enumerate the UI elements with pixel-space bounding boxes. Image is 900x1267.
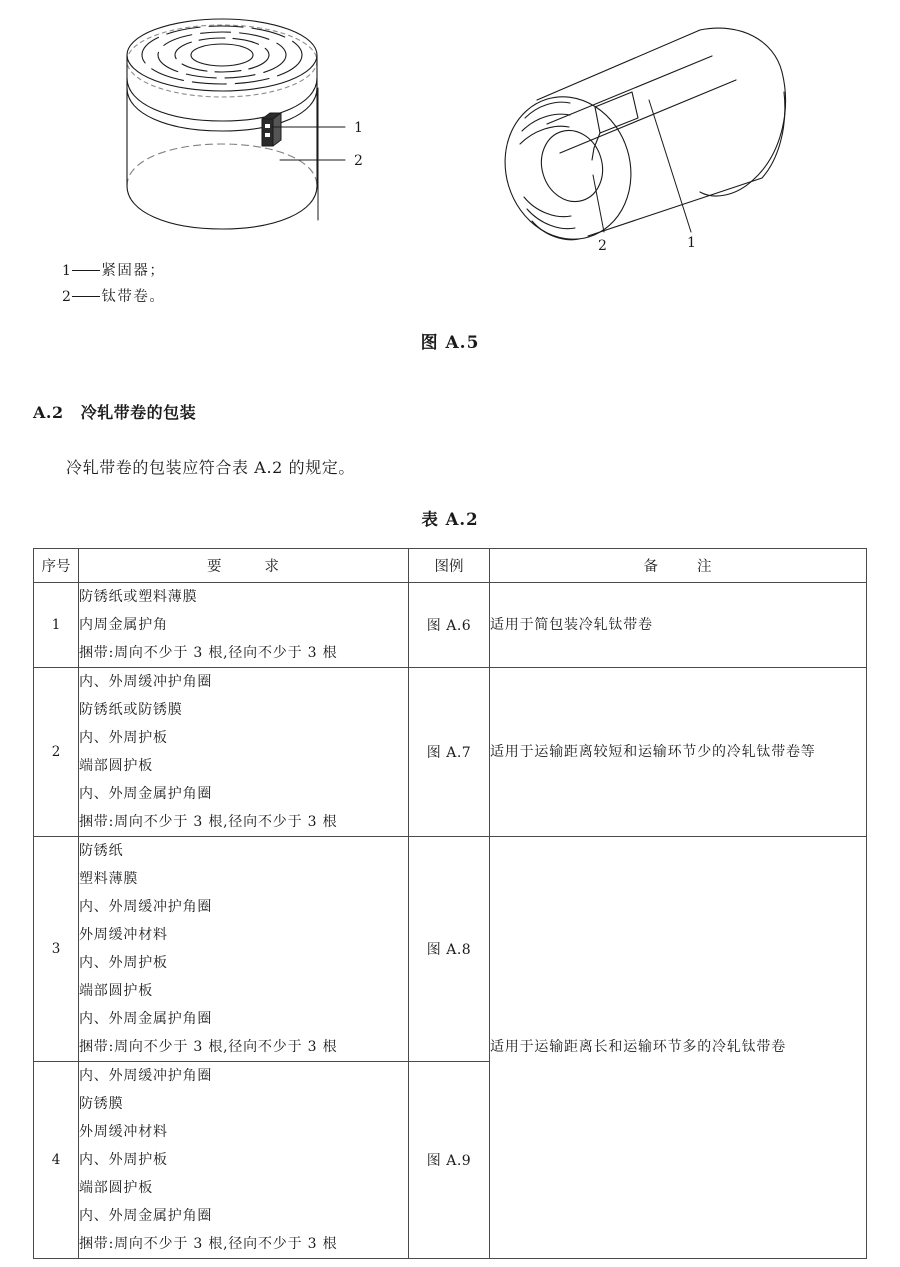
requirement-line: 外周缓冲材料 [79,1124,168,1140]
requirement-line: 内、外周护板 [79,730,168,746]
legend-item-text: 钛带卷。 [101,289,166,305]
requirement-line: 防锈纸 [79,843,124,859]
row-number-cell: 3 [34,837,79,1062]
requirement-line: 捆带:周向不少于 3 根,径向不少于 3 根 [79,814,338,830]
figure-reference-cell: 图 A.8 [409,837,490,1062]
requirement-line: 内、外周金属护角圈 [79,786,213,802]
callout-label-left-1: 1 [354,120,363,136]
column-header-requirement [79,549,409,583]
legend-item-text: 紧固器； [101,263,166,279]
figure-caption: 图 A.5 [420,333,480,353]
requirement-line: 端部圆护板 [79,758,153,774]
requirement-line: 端部圆护板 [79,983,153,999]
horizontal-coil-diagram [488,28,786,255]
requirement-line: 外周缓冲材料 [79,927,168,943]
requirement-line: 内、外周缓冲护角圈 [79,1068,213,1084]
table-caption: 表 A.2 [421,510,479,529]
requirement-line: 捆带:周向不少于 3 根,径向不少于 3 根 [79,1039,338,1055]
requirement-cell [79,1062,409,1259]
table-row [34,668,867,837]
figure-reference-cell: 图 A.6 [409,583,490,668]
requirement-cell [79,583,409,668]
legend-item [62,284,462,310]
figure-reference-cell: 图 A.9 [409,1062,490,1259]
requirement-line: 塑料薄膜 [79,871,139,887]
column-header-requirement-char-b: 求 [264,559,280,575]
requirement-line: 内、外周缓冲护角圈 [79,674,213,690]
figure-legend [62,258,462,310]
column-header-figure: 图例 [409,549,490,583]
remark-cell: 适用于运输距离长和运输环节多的冷轧钛带卷 [490,837,867,1259]
table-row [34,583,867,668]
packaging-requirements-table [33,548,867,1259]
requirement-line: 内、外周护板 [79,1152,168,1168]
right-callout-leaders [593,100,691,232]
table-header-row [34,549,867,583]
requirement-line: 捆带:周向不少于 3 根,径向不少于 3 根 [79,645,338,661]
figure-illustration-area [0,0,900,262]
legend-item-number: 1 [62,263,72,279]
legend-dash [72,296,100,297]
column-header-remark-char-b: 注 [697,559,713,575]
requirement-cell [79,837,409,1062]
section-heading [33,400,196,423]
vertical-coil-diagram [127,19,317,229]
callout-label-right-1: 1 [687,235,696,251]
remark-cell: 适用于简包装冷轧钛带卷 [490,583,867,668]
callout-label-right-2: 2 [598,238,607,254]
requirement-line: 内周金属护角 [79,617,168,633]
row-number-cell: 4 [34,1062,79,1259]
remark-cell: 适用于运输距离较短和运输环节少的冷轧钛带卷等 [490,668,867,837]
requirement-line: 内、外周护板 [79,955,168,971]
legend-dash [72,270,100,271]
figure-reference-cell: 图 A.7 [409,668,490,837]
column-header-remark [490,549,867,583]
requirement-line: 内、外周金属护角圈 [79,1011,213,1027]
requirement-line: 端部圆护板 [79,1180,153,1196]
fastener-clip [262,113,281,146]
requirement-line: 捆带:周向不少于 3 根,径向不少于 3 根 [79,1236,338,1252]
legend-item-number: 2 [62,289,72,305]
section-number: A.2 [33,403,64,422]
callout-label-left-2: 2 [354,153,363,169]
requirement-line: 内、外周缓冲护角圈 [79,899,213,915]
requirement-line: 防锈膜 [79,1096,124,1112]
column-header-remark-char-a: 备 [643,559,659,575]
legend-item [62,258,462,284]
section-title: 冷轧带卷的包装 [80,403,197,422]
row-number-cell: 2 [34,668,79,837]
row-number-cell: 1 [34,583,79,668]
requirement-line: 内、外周金属护角圈 [79,1208,213,1224]
table-row [34,837,867,1062]
requirement-cell [79,668,409,837]
column-header-requirement-char-a: 要 [207,559,223,575]
section-body-text: 冷轧带卷的包装应符合表 A.2 的规定。 [66,458,355,477]
column-header-no: 序号 [34,549,79,583]
requirement-line: 防锈纸或塑料薄膜 [79,589,198,605]
requirement-line: 防锈纸或防锈膜 [79,702,183,718]
